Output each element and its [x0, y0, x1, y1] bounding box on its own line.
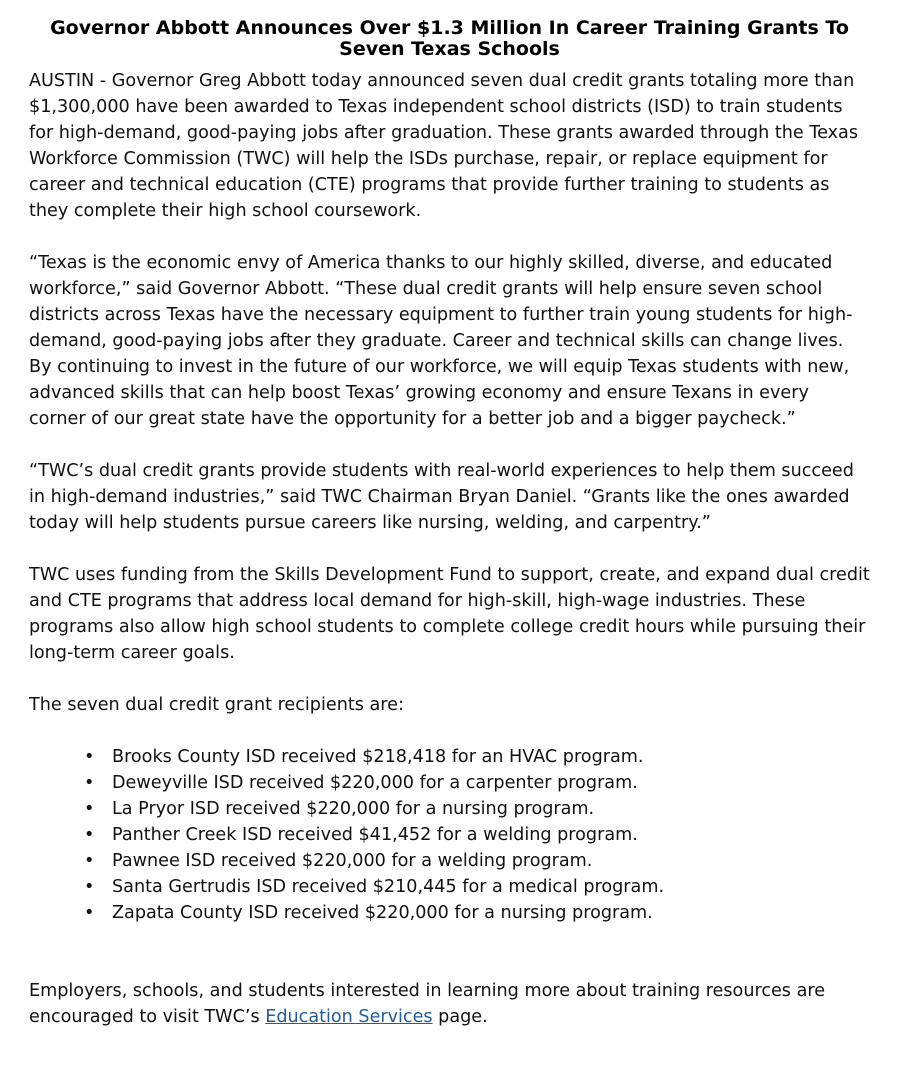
list-item — [29, 822, 870, 848]
recipient-text: Brooks County ISD received $218,418 for an HVAC program. — [112, 747, 644, 767]
bullet-icon: • — [84, 825, 95, 845]
paragraph-intro: AUSTIN - Governor Greg Abbott today announced seven dual credit grants totaling more than $1,300,000 have been awarded to Texas independent school districts (ISD) to train students for high-demand, good-paying jobs after graduation. These grants awarded through the Texas Workforce Commission (TWC) will help the ISDs purchase, repair, or replace equipment for career and technical education (CTE) programs that provide further training to students as they complete their high school coursework. — [29, 71, 858, 221]
closing-text-after: page. — [432, 1007, 488, 1027]
spacer — [29, 718, 870, 744]
list-item — [29, 770, 870, 796]
bullet-icon: • — [84, 903, 95, 923]
list-item — [29, 848, 870, 874]
closing-text-before: Employers, schools, and students interested in learning more about training resources are encouraged to visit TWC’s — [29, 981, 826, 1027]
bullet-icon: • — [84, 799, 95, 819]
recipient-text: La Pryor ISD received $220,000 for a nursing program. — [112, 799, 595, 819]
bullet-icon: • — [84, 747, 95, 767]
recipient-text: Panther Creek ISD received $41,452 for a welding program. — [112, 825, 638, 845]
list-item — [29, 796, 870, 822]
paragraph-recipients-intro: The seven dual credit grant recipients are: — [29, 695, 404, 715]
spacer — [29, 432, 870, 458]
recipient-text: Santa Gertrudis ISD received $210,445 for a medical program. — [112, 877, 665, 897]
recipient-text: Zapata County ISD received $220,000 for a nursing program. — [112, 903, 653, 923]
page-title: Governor Abbott Announces Over $1.3 Million In Career Training Grants To Seven Texas Schools — [50, 17, 849, 60]
recipients-list — [29, 744, 870, 926]
list-item — [29, 874, 870, 900]
spacer — [29, 536, 870, 562]
list-item — [29, 900, 870, 926]
recipient-text: Deweyville ISD received $220,000 for a carpenter program. — [112, 773, 638, 793]
paragraph-abbott-quote: “Texas is the economic envy of America thanks to our highly skilled, diverse, and educated workforce,” said Governor Abbott. “These dual credit grants will help ensure seven school districts across Texas have the necessary equipment to further train young students for high-demand, good-paying jobs after they graduate. Career and technical skills can change lives. By continuing to invest in the future of our workforce, we will equip Texas students with new, advanced skills that can help boost Texas’ growing economy and ensure Texans in every corner of our great state have the opportunity for a better job and a bigger paycheck.” — [29, 253, 853, 429]
paragraph-daniel-quote: “TWC’s dual credit grants provide students with real-world experiences to help them succeed in high-demand industries,” said TWC Chairman Bryan Daniel. “Grants like the ones awarded today will help students pursue careers like nursing, welding, and carpentry.” — [29, 461, 854, 533]
spacer — [29, 952, 870, 978]
list-item — [29, 744, 870, 770]
bullet-icon: • — [84, 877, 95, 897]
paragraph-funding: TWC uses funding from the Skills Development Fund to support, create, and expand dual credit and CTE programs that address local demand for high-skill, high-wage industries. These programs also allow high school students to complete college credit hours while pursuing their long-term career goals. — [29, 565, 870, 663]
bullet-icon: • — [84, 773, 95, 793]
recipient-text: Pawnee ISD received $220,000 for a welding program. — [112, 851, 593, 871]
spacer — [29, 224, 870, 250]
paragraph-closing — [29, 978, 870, 1030]
bullet-icon: • — [84, 851, 95, 871]
spacer — [29, 926, 870, 952]
education-services-link[interactable]: Education Services — [265, 1007, 433, 1027]
spacer — [29, 666, 870, 692]
